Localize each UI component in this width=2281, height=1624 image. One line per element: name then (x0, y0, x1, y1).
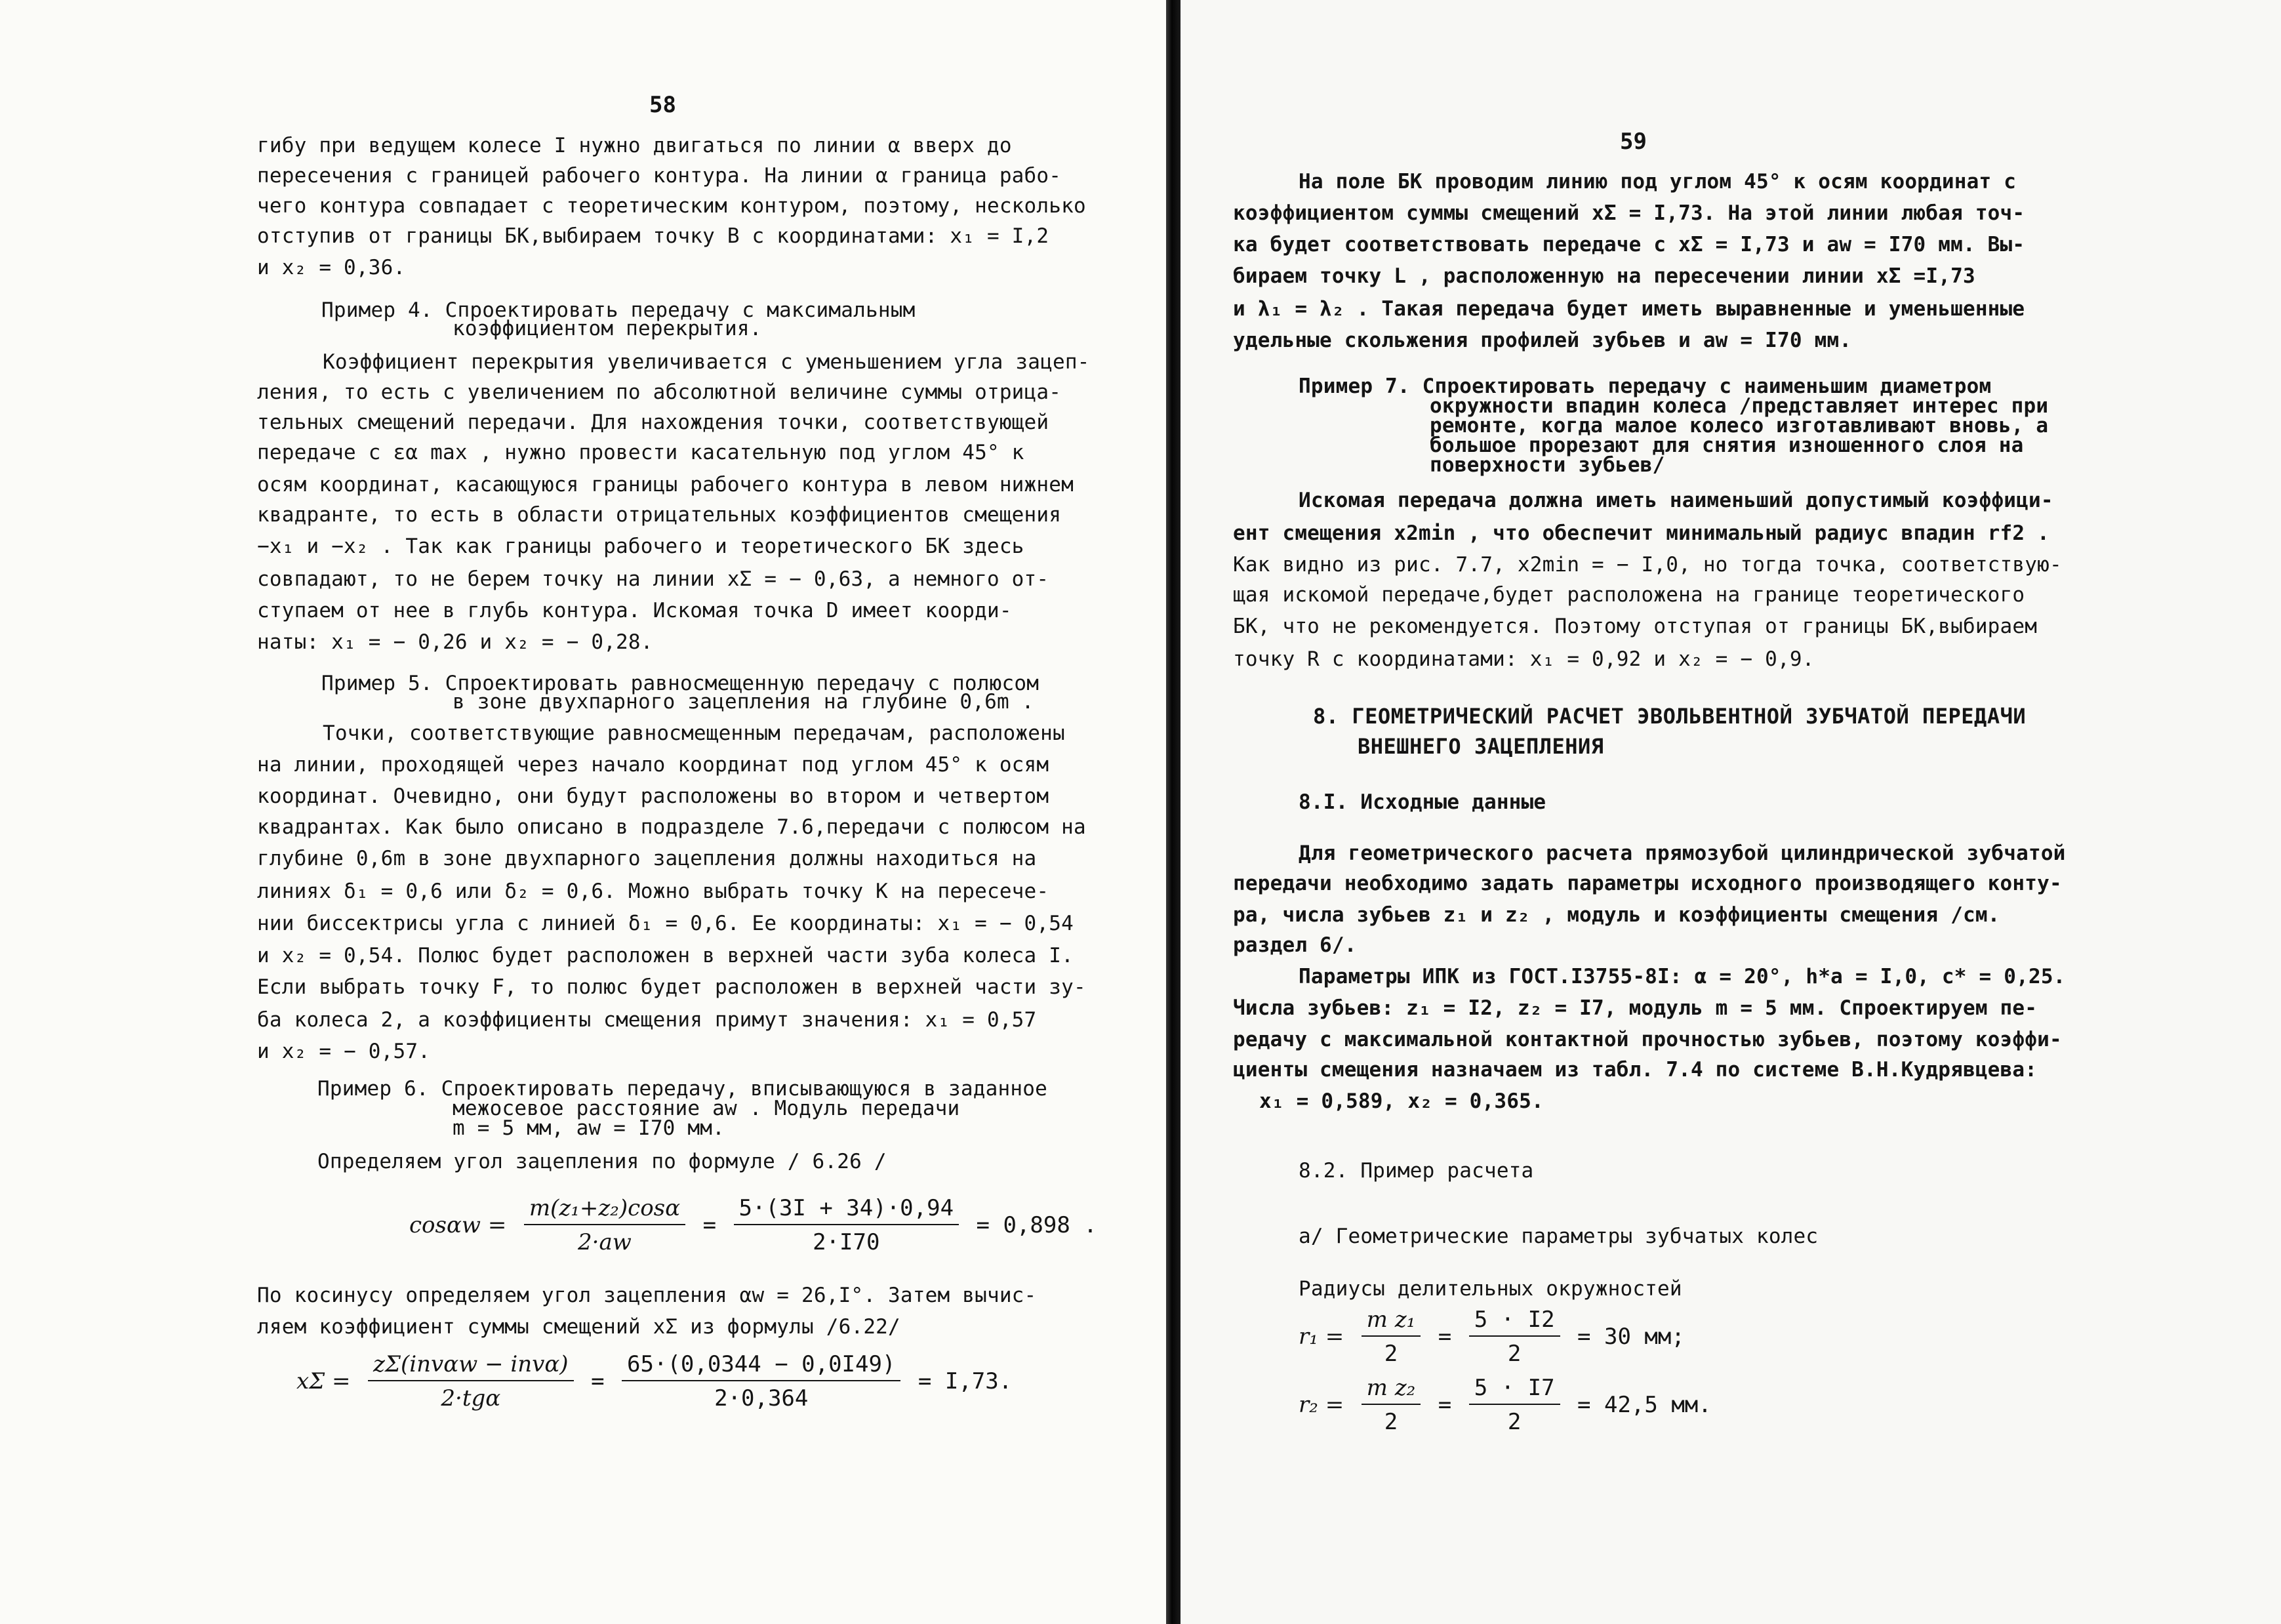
text-line: Как видно из рис. 7.7, x2min = − I,0, но тогда точка, соответствую- (1233, 553, 2062, 577)
denominator: 2·tgα (441, 1385, 501, 1411)
formula-result: = I,73. (918, 1368, 1013, 1394)
text-line: гибу при ведущем колесе I нужно двигаться по линии α вверх до (257, 134, 1012, 157)
formula-r1 (1299, 1307, 1685, 1367)
formula-x-sigma (296, 1351, 1012, 1411)
formula-lhs: cosαw = (409, 1212, 507, 1238)
text-line: Числа зубьев: z₁ = I2, z₂ = I7, модуль m = 5 мм. Спроектируем пе- (1233, 996, 2038, 1020)
formula-lhs: r₁ = (1299, 1324, 1344, 1350)
fraction (524, 1195, 685, 1255)
text-line: ступаем от нее в глубь контура. Искомая точка D имеет коорди- (257, 599, 1012, 622)
numerator: 5 · I2 (1469, 1307, 1560, 1337)
denominator: 2 (1507, 1341, 1522, 1367)
text-line: нии биссектрисы угла с линией δ₁ = 0,6. Ее координаты: x₁ = − 0,54 (257, 912, 1074, 935)
fraction (1469, 1375, 1560, 1435)
example-heading: ремонте, когда малое колесо изготавливают вновь, а (1430, 414, 2049, 437)
text-line: и x₂ = − 0,57. (257, 1040, 431, 1063)
example-heading: в зоне двухпарного зацепления на глубине 0,6m . (453, 690, 1034, 714)
text-line: По косинусу определяем угол зацепления αw = 26,I°. Затем вычис- (257, 1284, 1037, 1307)
fraction (622, 1351, 900, 1411)
text-line: линиях δ₁ = 0,6 или δ₂ = 0,6. Можно выбрать точку К на пересече- (257, 880, 1049, 903)
text-line: передачи необходимо задать параметры исходного производящего конту- (1233, 872, 2062, 895)
text-line: Искомая передача должна иметь наименьший допустимый коэффици- (1299, 489, 2053, 512)
equals-sign: = (702, 1212, 717, 1238)
text-line: наты: x₁ = − 0,26 и x₂ = − 0,28. (257, 630, 653, 654)
section-heading: ВНЕШНЕГО ЗАЦЕПЛЕНИЯ (1358, 734, 1604, 759)
text-line: ра, числа зубьев z₁ и z₂ , модуль и коэффициенты смещения /см. (1233, 903, 2000, 927)
text-line: на линии, проходящей через начало координат под углом 45° к осям (257, 753, 1049, 777)
denominator: 2·I70 (813, 1229, 880, 1255)
numerator: 65·(0,0344 − 0,0I49) (622, 1351, 900, 1381)
fraction (1362, 1307, 1421, 1367)
right-page (1181, 0, 2281, 1624)
text-line: глубине 0,6m в зоне двухпарного зацепления должны находиться на (257, 847, 1037, 870)
text-line: и x₂ = 0,36. (257, 256, 406, 279)
text-line: коэффициентом суммы смещений xΣ = I,73. На этой линии любая точ- (1233, 201, 2025, 225)
example-heading: коэффициентом перекрытия. (453, 317, 762, 340)
text-line: ляем коэффициент суммы смещений xΣ из формулы /6.22/ (257, 1315, 900, 1339)
text-line: и λ₁ = λ₂ . Такая передача будет иметь выравненные и уменьшенные (1233, 297, 2025, 321)
fraction (734, 1195, 959, 1255)
text-line: Радиусы делительных окружностей (1299, 1277, 1682, 1301)
formula-cos-alpha (409, 1195, 1097, 1255)
fraction (1362, 1375, 1421, 1435)
numerator: m z₁ (1362, 1307, 1421, 1337)
equals-sign: = (1438, 1324, 1452, 1350)
denominator: 2 (1384, 1409, 1398, 1435)
text-line: Определяем угол зацепления по формуле / 6.26 / (317, 1150, 887, 1173)
text-line: квадранте, то есть в области отрицательных коэффициентов смещения (257, 503, 1062, 527)
text-line: ба колеса 2, а коэффициенты смещения примут значения: x₁ = 0,57 (257, 1008, 1037, 1032)
text-line: циенты смещения назначаем из табл. 7.4 по системе В.Н.Кудрявцева: (1233, 1058, 2038, 1082)
text-line: ка будет соответствовать передаче с xΣ = I,73 и aw = I70 мм. Вы- (1233, 233, 2025, 256)
subsection-heading: а/ Геометрические параметры зубчатых колес (1299, 1225, 1819, 1248)
text-line: x₁ = 0,589, x₂ = 0,365. (1259, 1089, 1544, 1113)
text-line: Коэффициент перекрытия увеличивается с уменьшением угла зацеп- (323, 350, 1090, 374)
text-line: квадрантах. Как было описано в подразделе 7.6,передачи с полюсом на (257, 815, 1086, 839)
text-line: и x₂ = 0,54. Полюс будет расположен в верхней части зуба колеса I. (257, 944, 1074, 967)
numerator: 5 · I7 (1469, 1375, 1560, 1405)
subsection-heading: 8.I. Исходные данные (1299, 790, 1546, 814)
example-heading: окружности впадин колеса /представляет интерес при (1430, 394, 2049, 418)
formula-result: = 30 мм; (1577, 1324, 1685, 1350)
text-line: точку R с координатами: x₁ = 0,92 и x₂ = − 0,9. (1233, 647, 1815, 671)
formula-result: = 0,898 . (976, 1212, 1097, 1238)
equals-sign: = (1438, 1392, 1452, 1418)
example-heading: Пример 7. Спроектировать передачу с наименьшим диаметром (1299, 375, 1992, 398)
fraction (1469, 1307, 1560, 1367)
denominator: 2 (1507, 1409, 1522, 1435)
text-line: редачу с максимальной контактной прочностью зубьев, поэтому коэффи- (1233, 1028, 2062, 1051)
text-line: Параметры ИПК из ГОСТ.I3755-8I: α = 20°, h*a = I,0, c* = 0,25. (1299, 965, 2066, 988)
formula-lhs: xΣ = (296, 1368, 351, 1394)
example-heading: большое прорезают для снятия изношенного слоя на (1430, 434, 2024, 457)
text-line: Если выбрать точку F, то полюс будет расположен в верхней части зу- (257, 975, 1086, 999)
text-line: удельные скольжения профилей зубьев и aw = I70 мм. (1233, 329, 1852, 352)
text-line: −x₁ и −x₂ . Так как границы рабочего и теоретического БК здесь (257, 535, 1024, 558)
example-heading: Пример 5. Спроектировать равносмещенную передачу с полюсом (321, 672, 1040, 695)
text-line: ления, то есть с увеличением по абсолютной величине суммы отрица- (257, 380, 1062, 404)
denominator: 2·0,364 (714, 1385, 809, 1411)
book-gutter (1166, 0, 1181, 1624)
denominator: 2 (1384, 1341, 1398, 1367)
numerator: zΣ(invαw − invα) (368, 1351, 574, 1381)
text-line: пересечения с границей рабочего контура. На линии α граница рабо- (257, 164, 1062, 188)
text-line: На поле БК проводим линию под углом 45° к осям координат с (1299, 170, 2017, 193)
text-line: координат. Очевидно, они будут расположены во втором и четвертом (257, 784, 1049, 808)
text-line: совпадают, то не берем точку на линии xΣ = − 0,63, а немного от- (257, 567, 1049, 591)
text-line: щая искомой передаче,будет расположена на границе теоретического (1233, 583, 2025, 607)
denominator: 2·aw (578, 1229, 632, 1255)
example-heading: m = 5 мм, aw = I70 мм. (453, 1116, 725, 1140)
numerator: 5·(3I + 34)·0,94 (734, 1195, 959, 1225)
formula-result: = 42,5 мм. (1577, 1392, 1712, 1418)
equals-sign: = (591, 1368, 605, 1394)
numerator: m(z₁+z₂)cosα (524, 1195, 685, 1225)
text-line: БК, что не рекомендуется. Поэтому отступая от границы БК,выбираем (1233, 615, 2038, 638)
example-heading: межосевое расстояние aw . Модуль передачи (453, 1097, 960, 1120)
numerator: m z₂ (1362, 1375, 1421, 1405)
text-line: Для геометрического расчета прямозубой цилиндрической зубчатой (1299, 842, 2066, 865)
text-line: передаче с εα max , нужно провести касательную под углом 45° к (257, 441, 1024, 464)
text-line: тельных смещений передачи. Для нахождения точки, соответствующей (257, 411, 1049, 434)
example-heading: Пример 4. Спроектировать передачу с максимальным (321, 298, 916, 322)
text-line: чего контура совпадает с теоретическим контуром, поэтому, несколько (257, 194, 1086, 218)
text-line: раздел 6/. (1233, 933, 1357, 957)
page-number: 58 (649, 92, 676, 118)
text-line: Точки, соответствующие равносмещенным передачам, расположены (323, 721, 1065, 745)
text-line: ент смещения x2min , что обеспечит минимальный радиус впадин rf2 . (1233, 521, 2049, 545)
text-line: бираем точку L , расположенную на пересечении линии xΣ =I,73 (1233, 264, 1975, 288)
section-heading: 8. ГЕОМЕТРИЧЕСКИЙ РАСЧЕТ ЭВОЛЬВЕНТНОЙ ЗУБЧАТОЙ ПЕРЕДАЧИ (1313, 704, 2027, 729)
formula-r2 (1299, 1375, 1712, 1435)
example-heading: поверхности зубьев/ (1430, 453, 1665, 477)
fraction (368, 1351, 574, 1411)
example-heading: Пример 6. Спроектировать передачу, вписывающуюся в заданное (317, 1077, 1047, 1101)
text-line: осям координат, касающуюся границы рабочего контура в левом нижнем (257, 473, 1074, 497)
formula-lhs: r₂ = (1299, 1392, 1344, 1418)
text-line: отступив от границы БК,выбираем точку В с координатами: x₁ = I,2 (257, 224, 1049, 248)
page-number: 59 (1620, 129, 1647, 155)
subsection-heading: 8.2. Пример расчета (1299, 1159, 1534, 1183)
